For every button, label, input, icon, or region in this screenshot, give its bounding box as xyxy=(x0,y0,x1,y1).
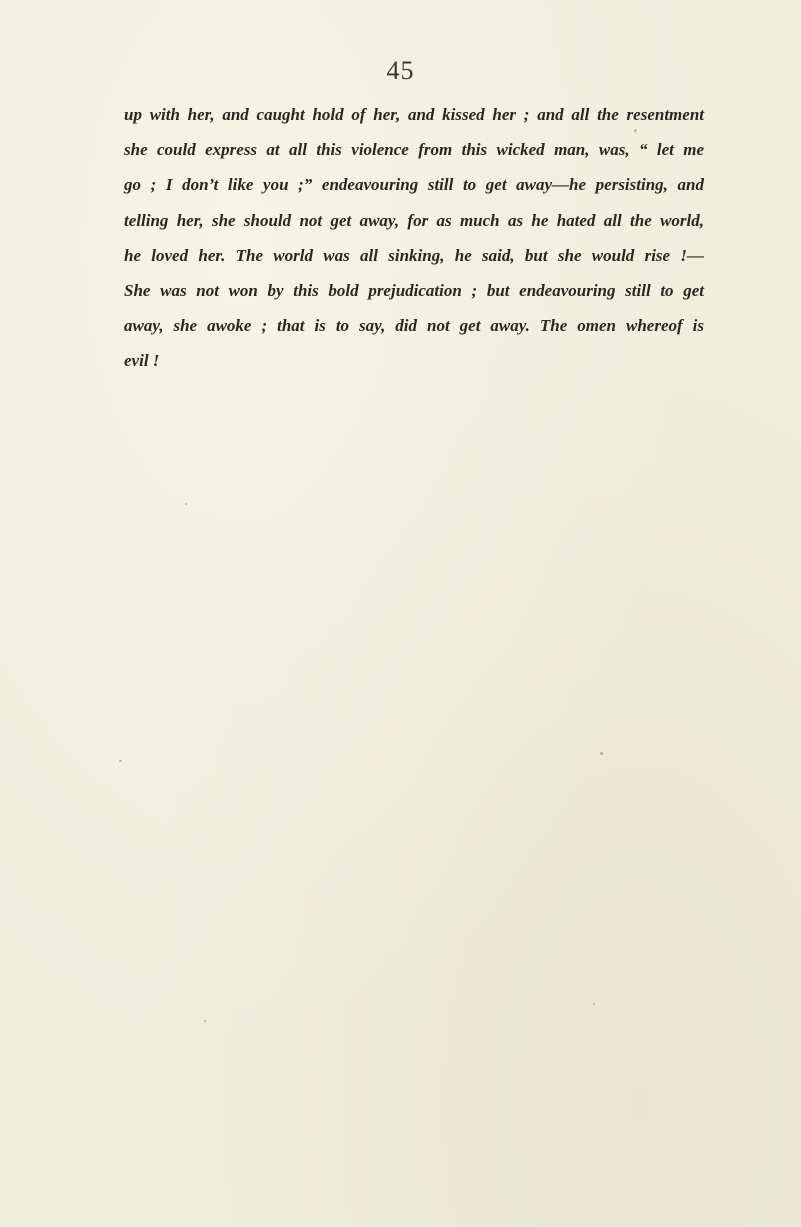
page-number: 45 xyxy=(386,56,415,85)
text-line: evil ! xyxy=(124,351,160,371)
paper-speck xyxy=(600,752,603,755)
text-line: go ; I don’t like you ;” endeavouring still to get away—he persisting, and xyxy=(124,175,704,195)
text-line: he loved her. The world was all sinking, he said, but she would rise !— xyxy=(124,245,704,265)
paper-speck xyxy=(185,503,187,505)
text-line: away, she awoke ; that is to say, did not get away. The omen whereof is xyxy=(124,316,704,336)
text-line: she could express at all this violence from this wicked man, was, “ let me xyxy=(124,140,704,160)
paper-speck xyxy=(593,1003,595,1005)
text-line: She was not won by this bold prejudication ; but endeavouring still to get xyxy=(124,281,704,301)
paper-speck xyxy=(634,129,637,132)
text-line: telling her, she should not get away, for as much as he hated all the world, xyxy=(124,210,704,230)
paper-speck xyxy=(119,760,122,762)
paper-speck xyxy=(204,1020,206,1022)
body-text xyxy=(124,97,704,379)
text-line: up with her, and caught hold of her, and kissed her ; and all the resentment xyxy=(124,105,704,124)
